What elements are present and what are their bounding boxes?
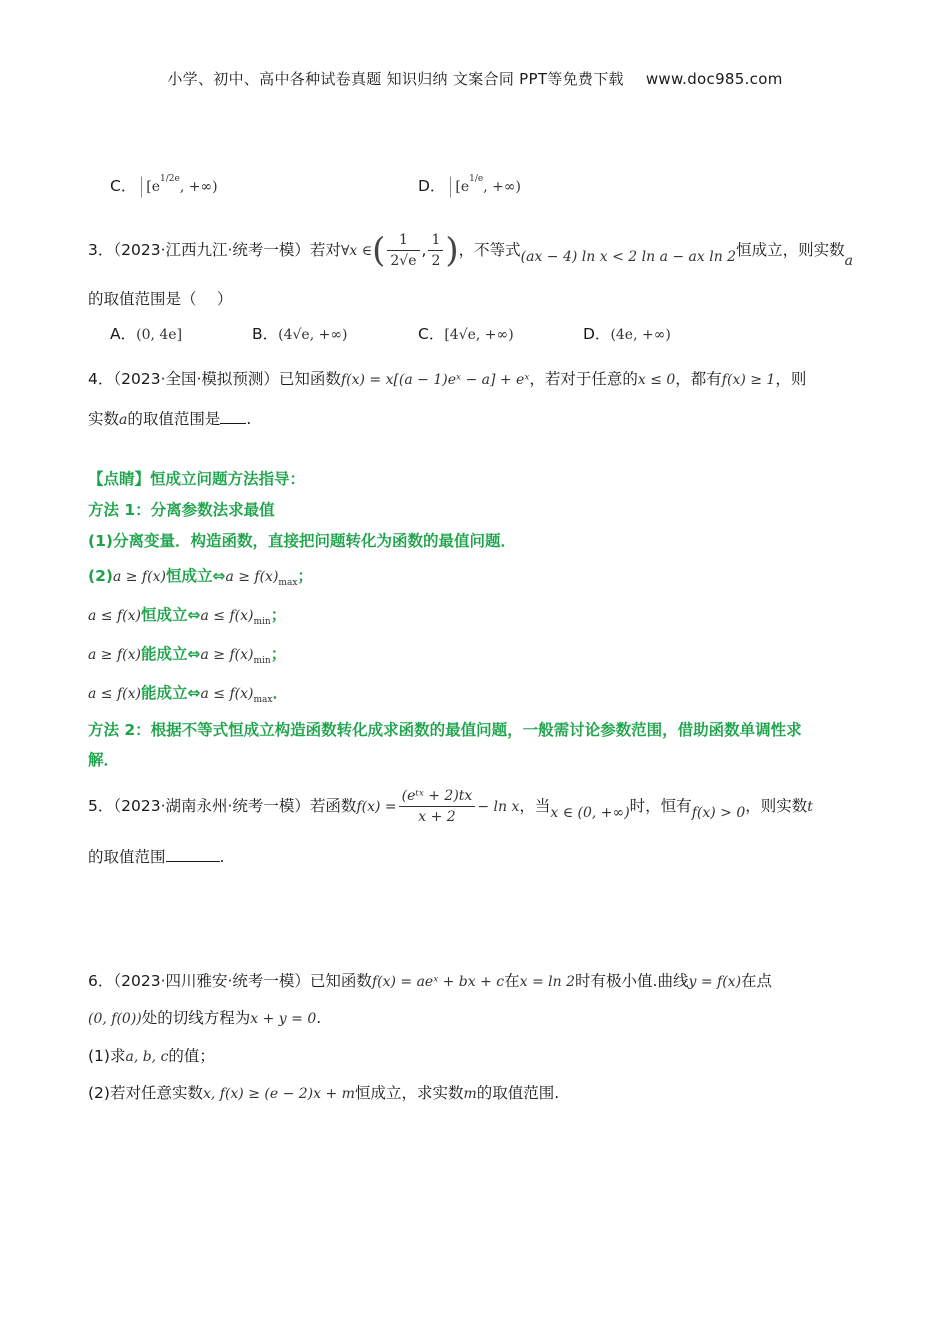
q5-line2: 的取值范围 . [88, 848, 225, 866]
q5-stem: 5．（2023·湖南永州·统考一模）若函数f(x) = $\frac{\text{(eᵗˣ + 2)tx}}{x + 2}$ − ln x，当x ∈ (0, +∞)时，恒有f(x) > 0，则实数t [88, 788, 813, 825]
tip-row: (2)a ≥ f(x)恒成立⇔a ≥ $f(x)_{max}$； [88, 567, 313, 589]
tip-row: a ≤ f(x)恒成立⇔a ≤ $f(x)_{min}$； [88, 606, 287, 628]
header-text: 小学、初中、高中各种试卷真题 知识归纳 文案合同 PPT等免费下载 [167, 70, 624, 88]
answer-blank[interactable] [166, 861, 220, 862]
q2-option-c [110, 168, 218, 198]
tip-row: a ≤ f(x)能成立⇔a ≤ $f(x)_{max}$． [88, 684, 288, 706]
tip-step1: (1)分离变量．构造函数，直接把问题转化为函数的最值问题． [88, 532, 516, 550]
q3-option-d: D．(4e, +∞) [583, 325, 671, 343]
option-expr: [$e^{1/2e}$, +∞) [141, 176, 217, 198]
q6-part1: (1)求a, b, c的值； [88, 1047, 215, 1065]
header-site: www.doc985.com [645, 70, 783, 88]
tip-method1: 方法 1：分离参数法求最值 [88, 501, 275, 519]
option-expr: [$e^{1/e}$, +∞) [450, 176, 521, 198]
tip-method2-line2: 解． [88, 751, 120, 769]
q6-stem: 6．（2023·四川雅安·统考一模）已知函数f(x) = aeˣ + bx + c在x = ln 2时有极小值.曲线y = f(x)在点 [88, 972, 773, 990]
tip-title: 【点睛】恒成立问题方法指导： [88, 470, 306, 488]
fraction: $\frac{1}{2√e}$ [387, 230, 419, 271]
fraction: $\frac{1}{2}$ [428, 230, 443, 271]
q3-option-b: B．(4√e, +∞) [252, 325, 348, 343]
q3-option-c: C．[4√e, +∞) [418, 325, 514, 343]
q2-option-d [418, 168, 521, 198]
q3-stem: 3．（2023·江西九江·统考一模）若对∀x ∈( $\frac{1}{2√e}$ , $\frac{1}{2}$ )，不等式(ax − 4) ln x < 2 ln a − ax ln 2恒成立，则实数a [88, 230, 853, 271]
fraction: $\frac{\text{(eᵗˣ + 2)tx}}{x + 2}$ [399, 786, 476, 827]
option-label: D． [418, 177, 446, 195]
tip-method2-line1: 方法 2：根据不等式恒成立构造函数转化成求函数的最值问题，一般需讨论参数范围，借助函数单调性求 [88, 721, 802, 739]
q4-stem: 4．（2023·全国·模拟预测）已知函数f(x) = x[(a − 1)eˣ − a] + eˣ，若对于任意的x ≤ 0，都有f(x) ≥ 1，则 [88, 370, 807, 388]
q3-line2: 的取值范围是（ ） [88, 290, 233, 308]
q4-line2: 实数a的取值范围是 . [88, 410, 252, 428]
tip-row: a ≥ f(x)能成立⇔a ≥ $f(x)_{min}$； [88, 645, 287, 667]
q6-part2: (2)若对任意实数x, f(x) ≥ (e − 2)x + m恒成立，求实数m的取值范围. [88, 1084, 560, 1102]
q6-line2: (0, f(0))处的切线方程为x + y = 0. [88, 1009, 322, 1027]
page-header [0, 68, 950, 89]
q3-option-a: A．(0, 4e] [110, 325, 183, 343]
answer-blank[interactable] [220, 423, 246, 424]
option-label: C． [110, 177, 137, 195]
